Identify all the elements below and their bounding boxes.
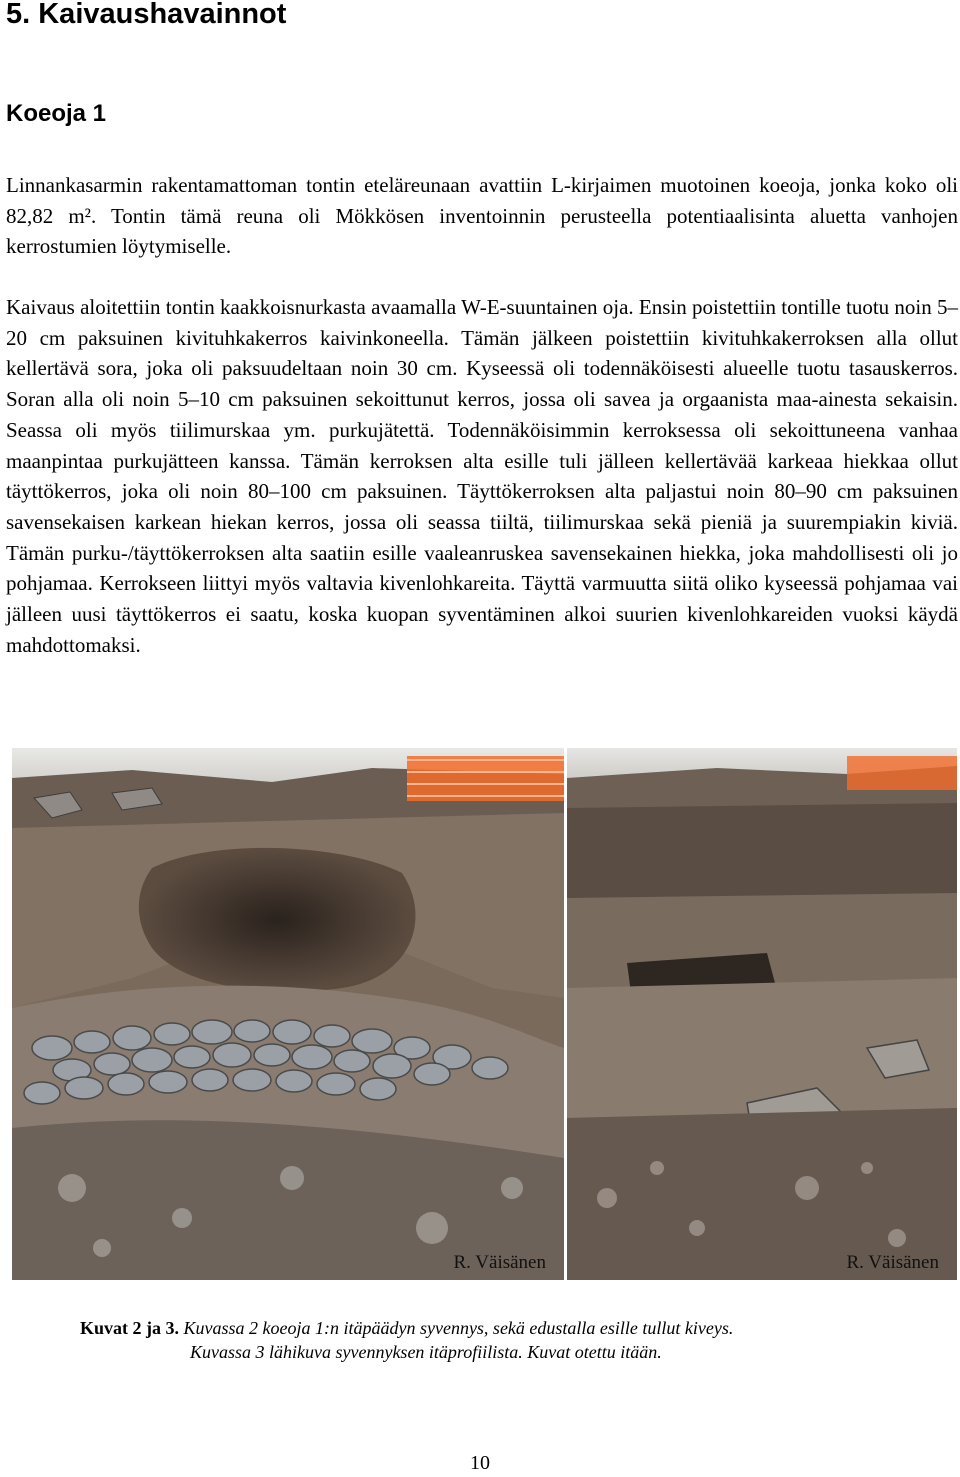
photo-credit: R. Väisänen [453, 1252, 546, 1273]
photo-trench-overview-image [12, 748, 564, 1280]
caption-line-2: Kuvassa 3 lähikuva syvennyksen itäprofiilista. Kuvat otettu itään. [190, 1342, 662, 1362]
photo-trench-profile [567, 748, 957, 1280]
section-heading: Koeoja 1 [6, 100, 107, 127]
page-number: 10 [470, 1452, 490, 1474]
figure-caption [80, 1316, 900, 1364]
photo-trench-profile-image [567, 748, 957, 1280]
page-heading: 5. Kaivaushavainnot [6, 0, 287, 30]
caption-label: Kuvat 2 ja 3. [80, 1318, 179, 1338]
photo-credit: R. Väisänen [846, 1252, 939, 1273]
photo-trench-overview [12, 748, 564, 1280]
paragraph-excavation: Kaivaus aloitettiin tontin kaakkoisnurkasta avaamalla W-E-suuntainen oja. Ensin poistettiin tontille tuotu noin 5–20 cm paksuinen kivituhkakerros kaivinkoneella. Tämän jälkeen poistettiin kivituhkakerroksen alla ollut kellertävä sora, joka oli paksuudeltaan noin 30 cm. Kyseessä oli todennäköisesti alueelle tuotu tasauskerros. Soran alla oli noin 5–10 cm paksuinen sekoittunut kerros, jossa oli savea ja orgaanista maa-ainesta sekaisin. Seassa oli myös tiilimurskaa ym. purkujätettä. Todennäköisimmin kerroksessa oli sekoittuneena vanhaa maanpintaa purkujätteen kanssa. Tämän kerroksen alta esille tuli jälleen kellertävää karkeaa hiekkaa ollut täyttökerros, joka oli noin 80–100 cm paksuinen. Täyttökerroksen alta paljastui noin 80–90 cm paksuinen savensekaisen karkean hiekan kerros, jossa oli seassa tiiltä, tiilimurskaa sekä pieniä ja suurempiakin kiviä. Tämän purku-/täyttökerroksen alta saatiin esille vaaleanruskea savensekainen hiekka, joka mahdollisesti oli jo pohjamaa. Kerrokseen liittyi myös valtavia kivenlohkareita. Täyttä varmuutta siitä oliko kyseessä pohjamaa vai jälleen uusi täyttökerros ei saatu, koska kuopan syventäminen alkoi suurien kivenlohkareiden vuoksi käydä mahdottomaksi. [6, 295, 959, 657]
paragraph-intro: Linnankasarmin rakentamattoman tontin eteläreunaan avattiin L-kirjaimen muotoinen koeoja, jonka koko oli 82,82 m². Tontin tämä reuna oli Mökkösen inventoinnin perusteella potentiaalisinta aluetta vanhojen kerrostumien löytymiselle. [6, 173, 958, 259]
caption-line-1: Kuvassa 2 koeoja 1:n itäpäädyn syvennys, sekä edustalla esille tullut kiveys. [183, 1318, 734, 1338]
